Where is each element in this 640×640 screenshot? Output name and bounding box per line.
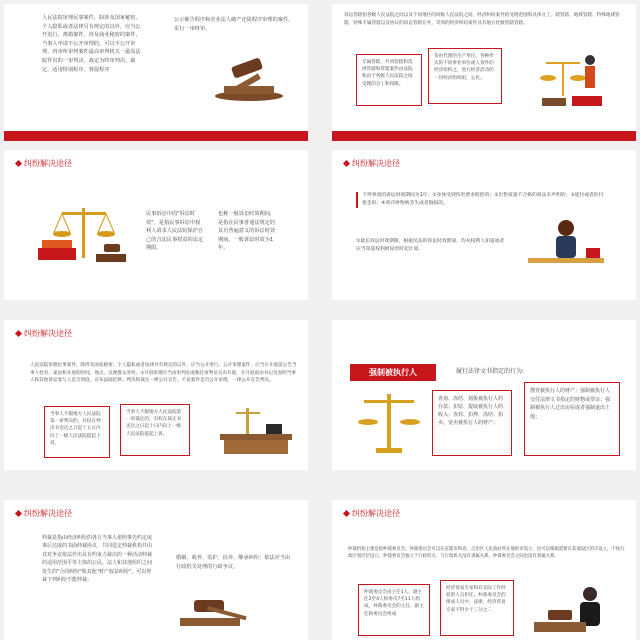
slide-3-title	[16, 158, 72, 169]
slide-7-title	[16, 508, 72, 519]
slide-2[interactable]	[332, 4, 636, 141]
s7-right-text: 婚姻、收养、监护、扶养、继承纠纷；依法应当由行政机关处理的行政争议。	[176, 555, 291, 570]
slide-2-red-bar	[332, 131, 636, 141]
s5-top-text: 人民法院审理民事案件，除涉及国家秘密、个人隐私或者法律另有规定的以外，应当公开进行。公开审理案件，应当在开庭前公告当事人姓名、案由和开庭的时间、地点、以便群众旁听。①开庭审理应当由审判长或独任审判员宣布开庭，在开庭前由书记员查明当事人和其他诉讼参与人是否到庭，宣布法庭纪律。判决和裁定一律公开宣告。不论案件是否公开审理，一律公开宣告判决。	[30, 363, 297, 384]
s4-text-1: 下列事项的诉讼时效期间为1年：①身体受到伤害要求赔偿的；②出售质量不合格的商品未声明的；③延付或者拒付租金的；④寄存财物被丢失或者毁损的。	[356, 192, 606, 208]
s4-text-2: ①最长诉讼时效期限，根据民法的诉讼时效期间，均从权利人知道或者应当知道权利被侵害时起计算。	[356, 239, 505, 252]
s6-badge: 强制被执行人	[350, 364, 436, 381]
s2-box-2: 负由代理的生产单位。各种形式的不同事业单位或人条件的经济组织之，进行经济活动的一切经济组织组，公民。	[428, 48, 502, 104]
slide-5-title	[16, 328, 72, 339]
s5-box-2: 当事人不服地方人民法院第一审裁定的，有权在裁定书送达之日起十日内向上一级人民法院提起上诉。	[120, 404, 190, 456]
diamond-icon	[15, 160, 22, 167]
slide-7-title-text: 纠纷解决途径	[24, 509, 72, 518]
diamond-icon	[15, 510, 22, 517]
slide-5-title-text: 纠纷解决途径	[24, 329, 72, 338]
courtroom-desk-icon	[216, 404, 296, 460]
s6-left-box: 查询、冻结、划拨被执行人的存款；扣留、提取被执行人的收入；查封、扣押、冻结、拍卖、变卖被执行人的财产；	[432, 390, 512, 456]
slide-4-title-text: 纠纷解决途径	[352, 159, 400, 168]
gavel-icon	[174, 594, 254, 634]
s5-box-1: 当事人不服地方人民法院第一审判决的，有权在判决书送达之日起十五日内向上一级人民法院提起上诉。	[44, 406, 110, 458]
s1-left-text: 人民法院审理民事案件，除涉及国家秘密、个人隐私或者法律另有规定的以外，应当公开进行。离婚案件、涉及商业秘密的案件，当事人申请不公开审理的，可以不公开审理。再审所审判案件最高审判机关一最高法院作出的一审判决、裁定为终审判决、裁定。适用特别程序、督促程序	[42, 15, 141, 73]
diamond-icon	[343, 510, 350, 517]
gavel-icon	[204, 52, 294, 102]
slide-6[interactable]	[332, 320, 636, 470]
slide-5[interactable]	[4, 320, 308, 470]
diamond-icon	[343, 160, 350, 167]
slide-3-title-text: 纠纷解决途径	[24, 159, 72, 168]
golden-scales-icon	[354, 388, 424, 458]
slide-8-title	[344, 508, 400, 519]
slide-4-title	[344, 158, 400, 169]
s8-box-1: 仲裁委员会由主任1人、副主任2至4人和委员7至11人组成。仲裁委员会的主任、副主任和委员会组成	[358, 584, 430, 636]
scales-and-books-icon	[34, 202, 134, 272]
s8-top-text: 仲裁机构主要是指仲裁委员会。仲裁委员会可以在直辖市和省、自治区人民政府所在地的市设立，也可以根据需要在其他设区的市设立，不按行政区划层层设立。仲裁委员会独立于行政机关，与行政机关没有隶属关系。仲裁委员会之间也没有隶属关系。	[348, 547, 625, 560]
person-with-scales-icon	[532, 48, 612, 110]
slide-7[interactable]	[4, 500, 308, 640]
s6-right-box: 搜查被执行人的财产；强制被执行人交付法律文书指定的财物或票证；强制被执行人迁出房屋或者强制退出土地；	[524, 382, 620, 456]
s2-box-1: 专属管辖，共同管辖和选择管辖和管辖案件由法院和由于各级人民法院之间受理的分工和权限。	[356, 54, 422, 106]
s1-right-text: 公示催告程序和企业法人破产还债程序审理的案件，实行一审终审。	[174, 17, 294, 32]
s8-box-2: 经济贸易专家和有实际工作经验的人员担任。仲裁委员会的组成人员中，法律、经济贸易专家不得少于三分之二	[440, 580, 514, 636]
slide-1-red-bar	[4, 131, 308, 141]
slide-4[interactable]	[332, 150, 636, 300]
s3-left-text: 民事诉讼中的"诉讼时效"，是指民事诉讼中权利人请求人民法院保护自己的合法民事权益的法定期限。	[146, 211, 204, 252]
slide-8-title-text: 纠纷解决途径	[352, 509, 400, 518]
judge-with-gavel-icon	[528, 582, 618, 638]
s7-left-text: 仲裁是指由经济纠纷的各方当事人依照事先约定或事后达成的书面仲裁协议，共同选定仲裁机构并由其对争议依法作出具有约束力裁决的一种活动仲裁的适用范围平等主体的公民、法人和其他组织之间发生的"合同纠纷"和其他"财产权益纠纷"，可以仲裁下列纠纷不能仲裁：	[42, 535, 153, 584]
diamond-icon	[15, 330, 22, 337]
woman-at-desk-icon	[526, 216, 606, 276]
s3-right-text: 也称一般诉讼时效期间，是指在民事普通法规定的具有普遍意义的诉讼时效期间。一般诉讼时效为1年。	[218, 211, 276, 252]
slide-1[interactable]	[4, 4, 308, 141]
s2-top-text: 诉讼管辖指各级人民法院之间以及不同地区的同级人民法院之间，经济纠纷案件的受理范围和具体分工。辖管辖、地域管辖、特殊地域管辖、特殊专属管辖以及协议的诉讼管辖在外，等到的经济纠纷案件具有地方化级管辖管辖。	[344, 13, 620, 26]
slide-3[interactable]	[4, 150, 308, 300]
s6-lead: 履行法律文书指定的行为:	[456, 368, 525, 375]
slide-8[interactable]	[332, 500, 636, 640]
